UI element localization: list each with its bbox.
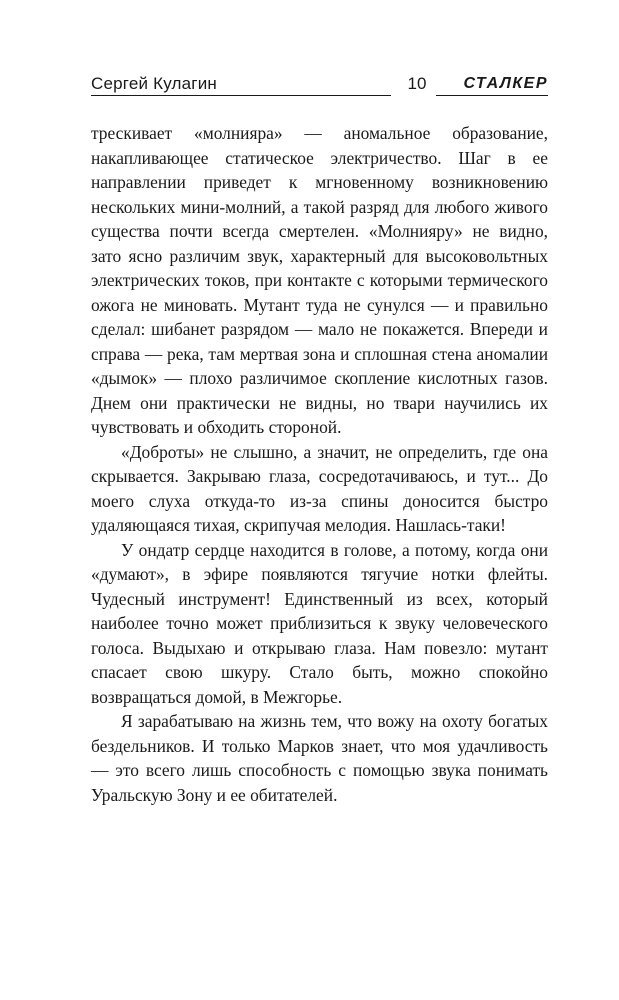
header-author: Сергей Кулагин (91, 74, 217, 93)
header-rule-left (91, 95, 391, 96)
paragraph-3: У ондатр сердце находится в голове, а потому, когда они «думают», в эфире появляются тягучие нотки флейты. Чудесный инструмент! Единственный из всех, который наиболее точно может приблизиться к звуку человеческого голоса. Выдыхаю и открываю глаза. Нам повезло: мутант спасает свою шкуру. Стало быть, можно спокойно возвращаться домой, в Межгорье. (91, 539, 548, 707)
paragraph-2: «Доброты» не слышно, а значит, не определить, где она скрывается. Закрываю глаза, сосредотачиваюсь, и тут... До моего слуха откуда-то из-за спины доносится быстро удаляющаяся тихая, скрипучая мелодия. Нашлась-таки! (91, 441, 548, 535)
page-number: 10 (407, 74, 427, 93)
series-title: СТАЛКЕР (463, 75, 548, 92)
header-rule-right (436, 95, 548, 96)
paragraph-4: Я зарабатываю на жизнь тем, что вожу на охоту богатых бездельников. И только Марков знает, что моя удачливость — это всего лишь способность с помощью звука понимать Уральскую Зону и ее обитателей. (91, 711, 548, 805)
page-body (91, 121, 548, 807)
paragraph-1: трескивает «молнияра» — аномальное образование, накапливающее статическое электричество. Шаг в ее направлении приведет к мгновенному возникновению нескольких мини-молний, а такой разряд для любого живого существа почти всегда смертелен. «Молнияру» не видно, зато ясно различим звук, характерный для высоковольтных электрических токов, при контакте с которыми термического ожога не миновать. Мутант туда не сунулся — и правильно сделал: шибанет разрядом — мало не покажется. Впереди и справа — река, там мертвая зона и сплошная стена аномалии «дымок» — плохо различимое скопление кислотных газов. Днем они практически не видны, но твари научились их чувствовать и обходить стороной. (91, 123, 548, 437)
running-header (91, 74, 548, 96)
